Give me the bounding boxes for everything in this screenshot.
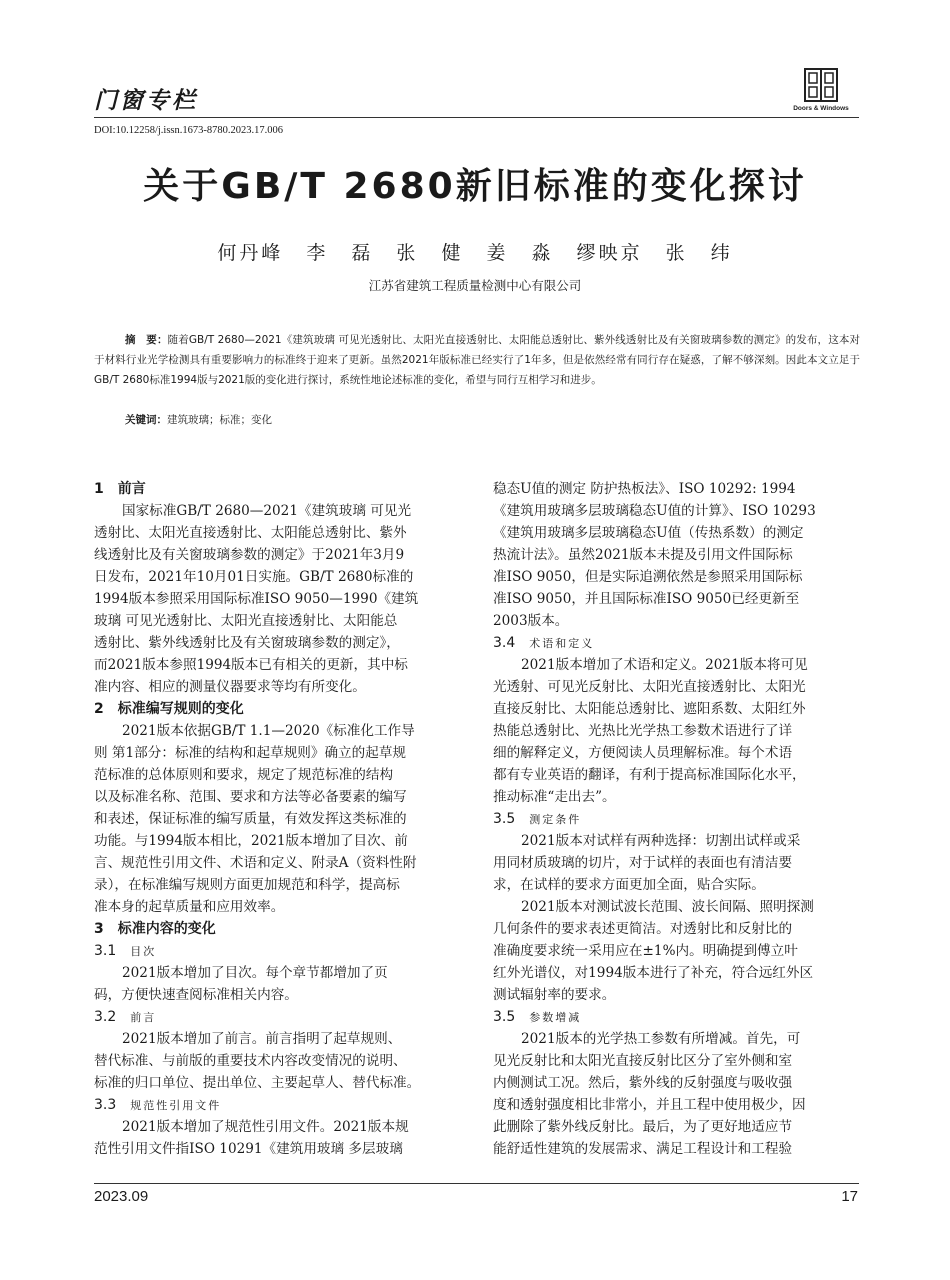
doi: DOI:10.12258/j.issn.1673-8780.2023.17.006 [94,125,283,136]
text-line: 2021版本对测试波长范围、波长间隔、照明探测 [521,899,814,915]
text-line: 稳态U值的测定 防护热板法》、ISO 10292: 1994 [493,481,796,497]
text-line: 功能。与1994版本相比，2021版本增加了目次、前 [94,833,408,849]
abstract-label: 摘 要： [125,334,168,346]
keywords [125,412,272,427]
text-line: 标准的归口单位、提出单位、主要起草人、替代标准。 [94,1075,421,1091]
text-line: 准ISO 9050，并且国际标准ISO 9050已经更新至 [493,591,800,607]
subsection-title: 测定条件 [529,813,582,826]
text-line: 红外光谱仪，对1994版本进行了补充，符合远红外区 [493,965,814,981]
text-line: 《建筑用玻璃多层玻璃稳态U值的计算》、ISO 10293 [493,503,816,519]
section-heading: 1 前言 [94,481,146,497]
paragraph [94,720,460,918]
text-line: 2021版本对试样有两种选择：切割出试样或采 [521,833,801,849]
issue-date: 2023.09 [94,1188,149,1205]
journal-logo [784,68,858,118]
text-line: 准ISO 9050，但是实际追溯依然是参照采用国际标 [493,569,803,585]
text-line: 范标准的总体原则和要求，规定了规范标准的结构 [94,767,394,783]
subsection-heading [94,1006,460,1028]
text-line: 和表述，保证标准的编写质量，有效发挥这类标准的 [94,811,407,827]
text-line: 用同材质玻璃的切片，对于试样的表面也有清洁要 [493,855,793,871]
paragraph [493,1028,859,1160]
text-line: 直接反射比、太阳能总透射比、遮阳系数、太阳红外 [493,701,806,717]
text-line: 2021版本增加了目次。每个章节都增加了页 [122,965,388,981]
paragraph [493,478,859,632]
text-line: 度和透射强度相比非常小，并且工程中使用极少，因 [493,1097,806,1113]
abstract-text: 随着GB/T 2680—2021《建筑玻璃 可见光透射比、太阳光直接透射比、太阳能总透射比、紫外线透射比及有关窗玻璃参数的测定》的发布，这本对于材料行业光学检测具有重要影响力的标准终于迎来了更新。虽然2021年版标准已经实行了1年多，但是依然经常有同行存在疑惑，了解不够深刻。因此本文立足于GB/T 2680标准1994版与2021版的变化进行探讨，系统性地论述标准的变化，希望与同行互相学习和进步。 [94,334,860,386]
doors-windows-icon [804,68,838,102]
text-line: 录），在标准编写规则方面更加规范和科学，提高标 [94,877,400,893]
text-line: 言、规范性引用文件、术语和定义、附录A（资料性附 [94,855,417,871]
subsection-number: 3.5 [493,1009,516,1025]
text-line: 日发布，2021年10月01日实施。GB/T 2680标准的 [94,569,414,585]
article-title: 关于GB/T 2680新旧标准的变化探讨 [143,166,807,207]
paragraph [493,654,859,808]
text-line: 则 第1部分：标准的结构和起草规则》确立的起草规 [94,745,407,761]
footer-rule [94,1183,859,1184]
page-number: 17 [841,1188,858,1205]
text-line: 推动标准“走出去”。 [493,789,616,805]
paragraph [94,1028,460,1094]
left-column [94,478,460,1160]
subsection-number: 3.5 [493,811,516,827]
paragraph [493,896,859,1006]
text-line: 测试辐射率的要求。 [493,987,616,1003]
section-heading: 2 标准编写规则的变化 [94,701,244,717]
subsection-number: 3.3 [94,1097,117,1113]
subsection-title: 规范性引用文件 [130,1099,222,1112]
subsection-number: 3.2 [94,1009,117,1025]
text-line: 国家标准GB/T 2680—2021《建筑玻璃 可见光 [122,503,412,519]
text-line: 2021版本依据GB/T 1.1—2020《标准化工作导 [122,723,415,739]
text-line: 见光反射比和太阳光直接反射比区分了室外侧和室 [493,1053,793,1069]
subsection-number: 3.1 [94,943,117,959]
text-line: 热能总透射比、光热比光学热工参数术语进行了详 [493,723,793,739]
subsection-heading [493,632,859,654]
paragraph [94,1116,460,1160]
text-line: 几何条件的要求表述更简洁。对透射比和反射比的 [493,921,793,937]
text-line: 码，方便快速查阅标准相关内容。 [94,987,298,1003]
subsection-heading [94,1094,460,1116]
text-line: 而2021版本参照1994版本已有相关的更新，其中标 [94,657,408,673]
right-column [493,478,859,1160]
paragraph [94,500,460,698]
keywords-text: 建筑玻璃；标准；变化 [167,414,272,426]
text-line: 光透射、可见光反射比、太阳光直接透射比、太阳光 [493,679,806,695]
text-line: 准本身的起草质量和应用效率。 [94,899,285,915]
abstract [94,330,860,390]
text-line: 都有专业英语的翻译，有利于提高标准国际化水平， [493,767,806,783]
text-line: 2003版本。 [493,613,569,629]
text-line: 透射比、紫外线透射比及有关窗玻璃参数的测定》， [94,635,400,651]
text-line: 《建筑用玻璃多层玻璃稳态U值（传热系数）的测定 [493,525,804,541]
text-line: 2021版本增加了术语和定义。2021版本将可见 [521,657,808,673]
text-line: 准确度要求统一采用应在±1%内。明确提到傅立叶 [493,943,798,959]
text-line: 能舒适性建筑的发展需求、满足工程设计和工程验 [493,1141,793,1157]
subsection-title: 参数增减 [529,1011,582,1024]
subsection-heading [493,1006,859,1028]
text-line: 1994版本参照采用国际标准ISO 9050—1990《建筑 [94,591,419,607]
authors: 何丹峰 李 磊 张 健 姜 淼 缪映京 张 纬 [217,242,733,264]
section-heading: 3 标准内容的变化 [94,921,216,937]
text-line: 以及标准名称、范围、要求和方法等必备要素的编写 [94,789,407,805]
logo-text: Doors & Windows [793,105,849,112]
paragraph [493,830,859,896]
text-line: 2021版本增加了前言。前言指明了起草规则、 [122,1031,402,1047]
text-line: 替代标准、与前版的重要技术内容改变情况的说明、 [94,1053,407,1069]
text-line: 求，在试样的要求方面更加全面，贴合实际。 [493,877,765,893]
text-line: 线透射比及有关窗玻璃参数的测定》于2021年3月9 [94,547,405,563]
subsection-number: 3.4 [493,635,516,651]
subsection-title: 目次 [130,945,157,958]
text-line: 细的解释定义，方便阅读人员理解标准。每个术语 [493,745,793,761]
text-line: 此删除了紫外线反射比。最后，为了更好地适应节 [493,1119,793,1135]
affiliation: 江苏省建筑工程质量检测中心有限公司 [368,278,582,293]
text-line: 内侧测试工况。然后，紫外线的反射强度与吸收强 [493,1075,793,1091]
subsection-title: 前言 [130,1011,157,1024]
text-line: 透射比、太阳光直接透射比、太阳能总透射比、紫外 [94,525,407,541]
subsection-heading [94,940,460,962]
text-line: 玻璃 可见光透射比、太阳光直接透射比、太阳能总 [94,613,398,629]
keywords-label: 关键词： [125,414,167,426]
text-line: 2021版本的光学热工参数有所增减。首先，可 [521,1031,801,1047]
column-tag: 门窗专栏 [94,88,198,114]
paragraph [94,962,460,1006]
text-line: 2021版本增加了规范性引用文件。2021版本规 [122,1119,409,1135]
text-line: 热流计法》。虽然2021版本未提及引用文件国际标 [493,547,793,563]
subsection-heading [493,808,859,830]
text-line: 范性引用文件指ISO 10291《建筑用玻璃 多层玻璃 [94,1141,403,1157]
text-line: 准内容、相应的测量仪器要求等均有所变化。 [94,679,366,695]
header-rule [94,117,859,118]
subsection-title: 术语和定义 [529,637,595,650]
